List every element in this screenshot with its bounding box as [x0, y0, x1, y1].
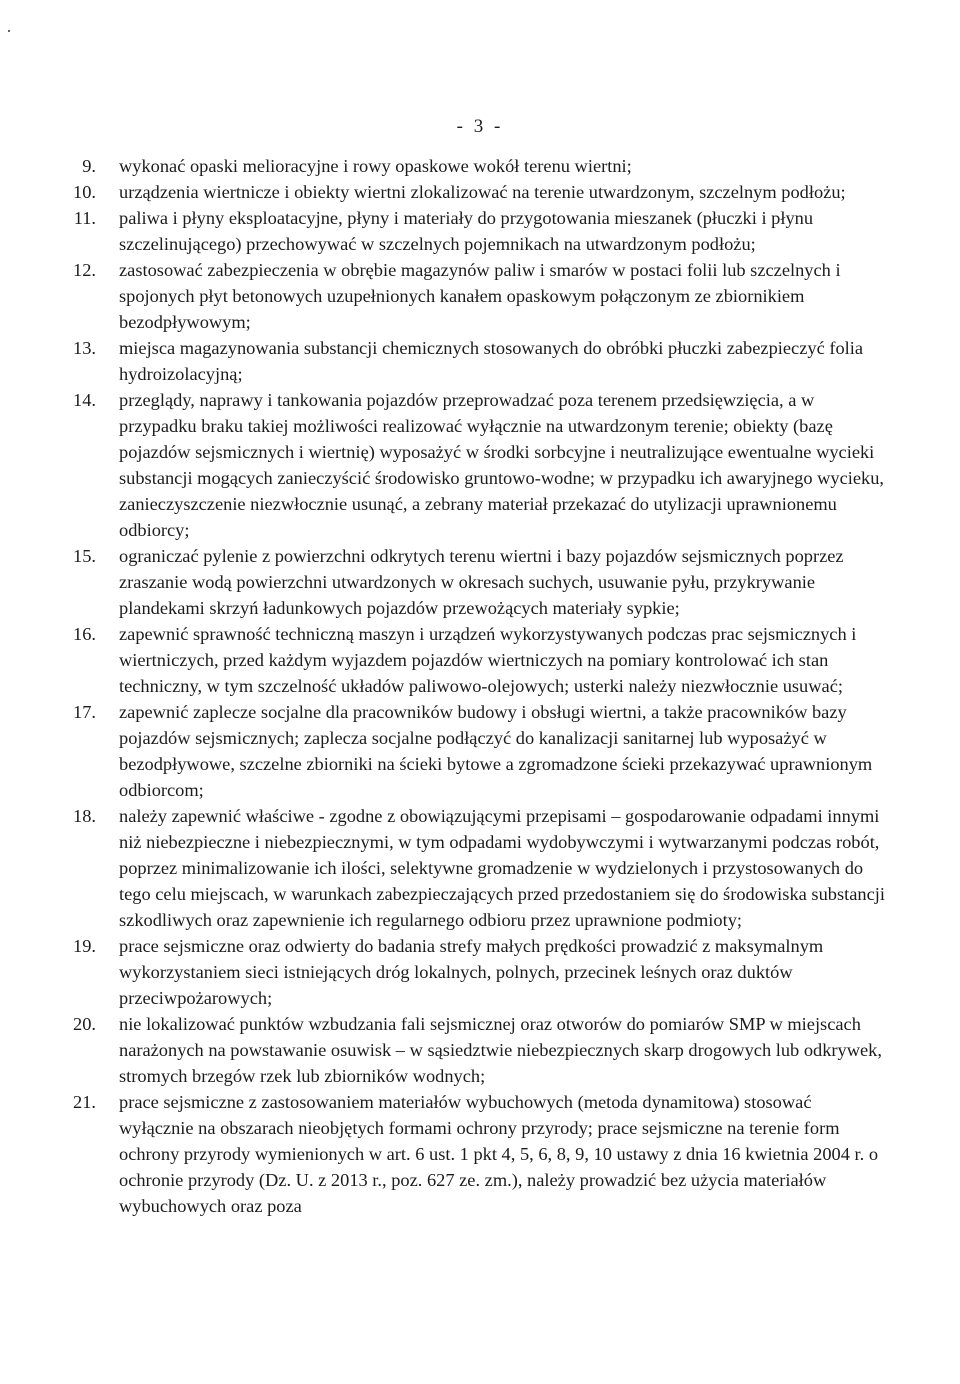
list-item: [0, 153, 960, 179]
item-text: zapewnić sprawność techniczną maszyn i urządzeń wykorzystywanych podczas prac sejsmicznych i wiertniczych, przed każdym wyjazdem pojazdów wiertniczych na pomiary kontrolować ich stan techniczny, w tym szczelność układów paliwowo-olejowych; usterki należy niezwłocznie usuwać;: [119, 624, 857, 696]
item-number: 20.: [73, 1014, 96, 1034]
item-text: miejsca magazynowania substancji chemicznych stosowanych do obróbki płuczki zabezpieczyć folia hydroizolacyjną;: [119, 338, 864, 384]
item-number: 11.: [73, 208, 96, 228]
list-item: [0, 257, 960, 335]
item-text: urządzenia wiertnicze i obiekty wiertni zlokalizować na terenie utwardzonym, szczelnym podłożu;: [119, 182, 846, 202]
page-number: - 3 -: [456, 116, 504, 137]
item-text: ograniczać pylenie z powierzchni odkrytych terenu wiertni i bazy pojazdów sejsmicznych poprzez zraszanie wodą powierzchni utwardzonych w okresach suchych, usuwanie pyłu, przykrywanie plandekami skrzyń ładunkowych pojazdów przewożących materiały sypkie;: [119, 546, 844, 618]
list-item: [0, 699, 960, 803]
item-number: 13.: [73, 338, 96, 358]
list-item: [0, 205, 960, 257]
item-number: 9.: [82, 156, 96, 176]
item-text: zapewnić zaplecze socjalne dla pracowników budowy i obsługi wiertni, a także pracowników bazy pojazdów sejsmicznych; zaplecza socjalne podłączyć do kanalizacji sanitarnej lub wyposażyć w bezodpływowe, szczelne zbiorniki na ścieki bytowe a zgromadzone ścieki przekazywać uprawnionym odbiorcom;: [119, 702, 873, 800]
item-text: wykonać opaski melioracyjne i rowy opaskowe wokół terenu wiertni;: [119, 156, 632, 176]
list-item: [0, 543, 960, 621]
item-number: 10.: [73, 182, 96, 202]
item-number: 12.: [73, 260, 96, 280]
item-text: przeglądy, naprawy i tankowania pojazdów przeprowadzać poza terenem przedsięwzięcia, a w przypadku braku takiej możliwości realizować wyłącznie na utwardzonym terenie; obiekty (bazę pojazdów sejsmicznych i wiertnię) wyposażyć w środki sorbcyjne i neutralizujące ewentualne wycieki substancji mogących zanieczyścić środowisko gruntowo-wodne; w przypadku ich awaryjnego wycieku, zanieczyszczenie niezwłocznie usunąć, a zebrany materiał przekazać do utylizacji uprawnionemu odbiorcy;: [119, 390, 885, 540]
list-item: [0, 387, 960, 543]
item-text: prace sejsmiczne oraz odwierty do badania strefy małych prędkości prowadzić z maksymalnym wykorzystaniem sieci istniejących dróg lokalnych, polnych, przecinek leśnych oraz duktów przeciwpożarowych;: [119, 936, 824, 1008]
item-number: 18.: [73, 806, 96, 826]
item-number: 21.: [73, 1092, 96, 1112]
item-text: paliwa i płyny eksploatacyjne, płyny i materiały do przygotowania mieszanek (płuczki i płynu szczelinującego) przechowywać w szczelnych pojemnikach na utwardzonym podłożu;: [119, 208, 814, 254]
item-number: 19.: [73, 936, 96, 956]
item-text: zastosować zabezpieczenia w obrębie magazynów paliw i smarów w postaci folii lub szczelnych i spojonych płyt betonowych uzupełnionych kanałem opaskowym połączonym ze zbiornikiem bezodpływowym;: [119, 260, 841, 332]
list-item: [0, 1011, 960, 1089]
item-text: należy zapewnić właściwe - zgodne z obowiązującymi przepisami – gospodarowanie odpadami innymi niż niebezpieczne i niebezpiecznymi, w tym odpadami wydobywczymi i wytwarzanymi podczas robót, poprzez minimalizowanie ich ilości, selektywne gromadzenie w wydzielonych i przystosowanych do tego celu miejscach, w warunkach zabezpieczających przed przedostaniem się do środowiska substancji szkodliwych oraz zapewnienie ich regularnego odbioru przez uprawnione podmioty;: [119, 806, 885, 930]
item-text: prace sejsmiczne z zastosowaniem materiałów wybuchowych (metoda dynamitowa) stosować wyłącznie na obszarach nieobjętych formami ochrony przyrody; prace sejsmiczne na terenie form ochrony przyrody wymienionych w art. 6 ust. 1 pkt 4, 5, 6, 8, 9, 10 ustawy z dnia 16 kwietnia 2004 r. o ochronie przyrody (Dz. U. z 2013 r., poz. 627 ze. zm.), należy prowadzić bez użycia materiałów wybuchowych oraz poza: [119, 1092, 879, 1216]
conditions-list: [0, 153, 960, 1219]
item-text: nie lokalizować punktów wzbudzania fali sejsmicznej oraz otworów do pomiarów SMP w miejscach narażonych na powstawanie osuwisk – w sąsiedztwie niebezpiecznych skarp drogowych lub odkrywek, stromych brzegów rzek lub zbiorników wodnych;: [119, 1014, 882, 1086]
item-number: 15.: [73, 546, 96, 566]
scan-speck: [8, 30, 10, 32]
list-item: [0, 1089, 960, 1219]
list-item: [0, 335, 960, 387]
item-number: 16.: [73, 624, 96, 644]
item-number: 14.: [73, 390, 96, 410]
list-item: [0, 179, 960, 205]
item-number: 17.: [73, 702, 96, 722]
list-item: [0, 621, 960, 699]
list-item: [0, 803, 960, 933]
list-item: [0, 933, 960, 1011]
